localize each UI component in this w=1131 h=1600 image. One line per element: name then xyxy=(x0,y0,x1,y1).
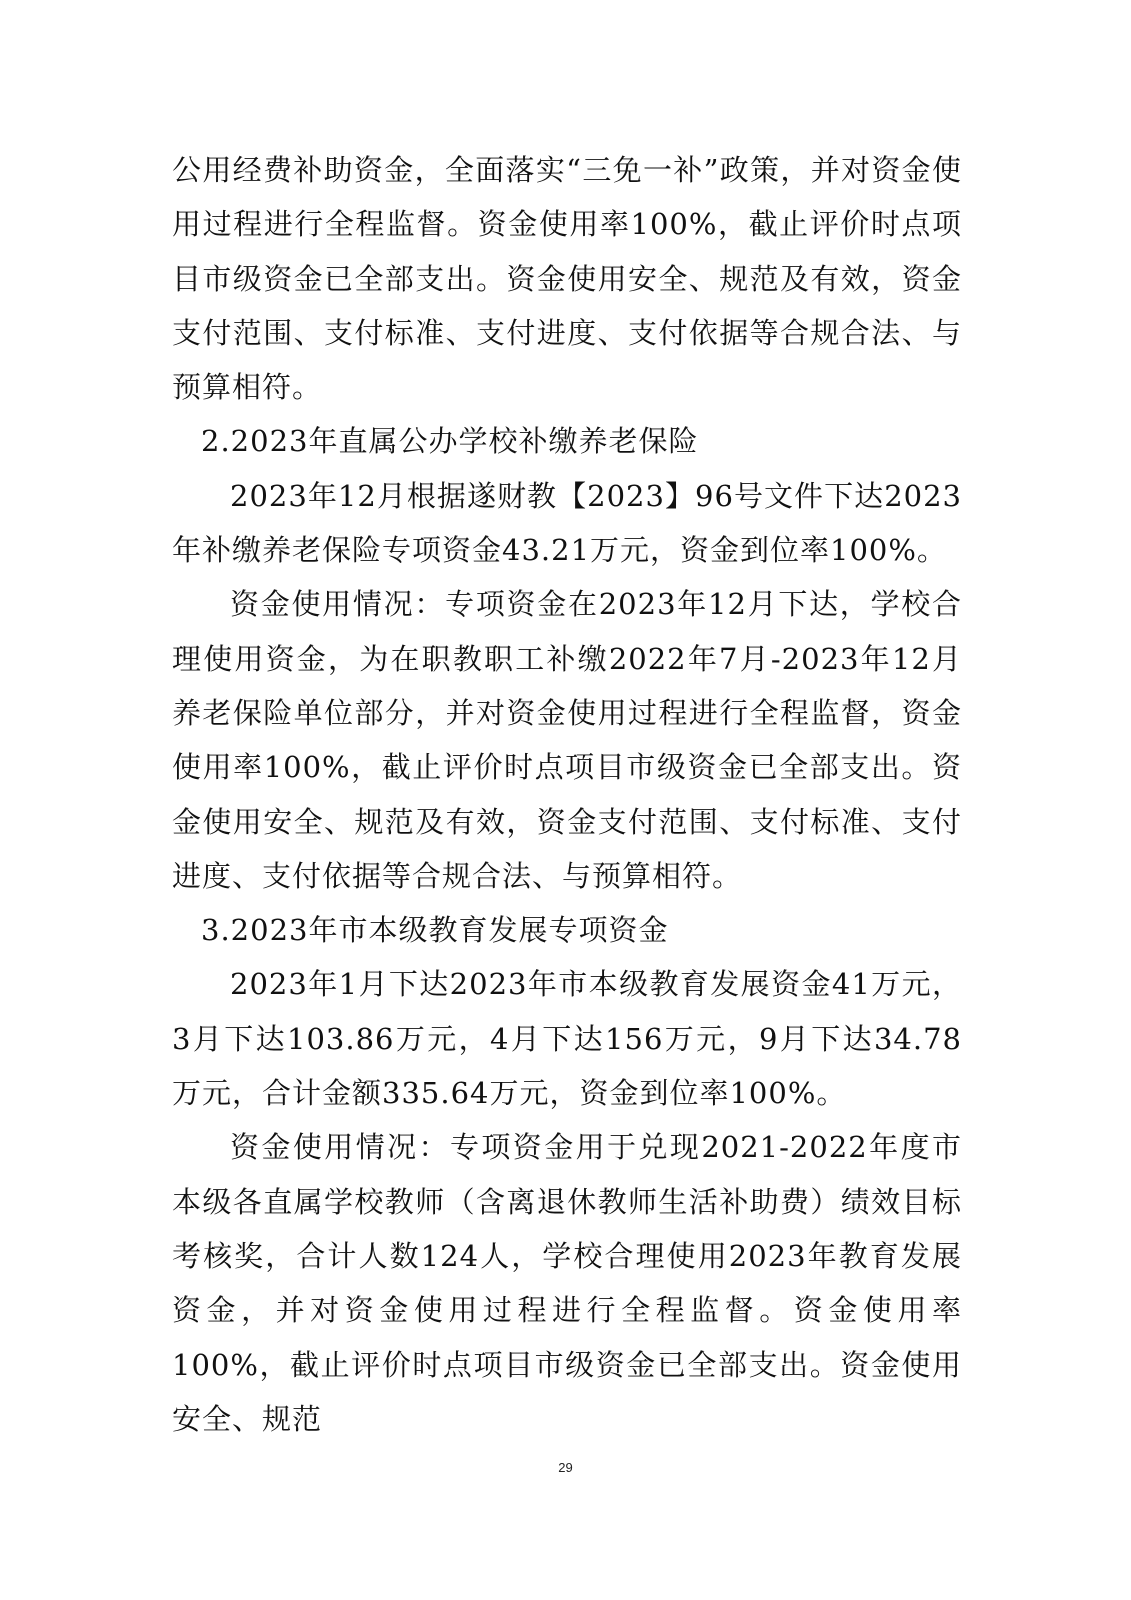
paragraph-pension-funding: 2023年12月根据遂财教【2023】96号文件下达2023年补缴养老保险专项资金43.21万元，资金到位率100%。 xyxy=(172,478,962,568)
page-number: 29 xyxy=(558,1460,573,1475)
section-heading-3: 3.2023年市本级教育发展专项资金 xyxy=(201,913,669,948)
paragraph-education-usage: 资金使用情况：专项资金用于兑现2021-2022年度市本级各直属学校教师（含离退休教师生活补助费）绩效目标考核奖，合计人数124人，学校合理使用2023年教育发展资金，并对资金使用过程进行全程监督。资金使用率100%，截止评价时点项目市级资金已全部支出。资金使用安全、规范 xyxy=(172,1130,962,1436)
paragraph-continuation: 公用经费补助资金，全面落实“三免一补”政策，并对资金使用过程进行全程监督。资金使用率100%，截止评价时点项目市级资金已全部支出。资金使用安全、规范及有效，资金支付范围、支付标准、支付进度、支付依据等合规合法、与预算相符。 xyxy=(172,153,962,405)
paragraph-pension-usage: 资金使用情况：专项资金在2023年12月下达，学校合理使用资金，为在职教职工补缴2022年7月-2023年12月养老保险单位部分，并对资金使用过程进行全程监督，资金使用率100%，截止评价时点项目市级资金已全部支出。资金使用安全、规范及有效，资金支付范围、支付标准、支付进度、支付依据等合规合法、与预算相符。 xyxy=(172,587,962,893)
section-heading-2: 2.2023年直属公办学校补缴养老保险 xyxy=(201,424,699,459)
paragraph-education-funding: 2023年1月下达2023年市本级教育发展资金41万元，3月下达103.86万元，4月下达156万元，9月下达34.78万元，合计金额335.64万元，资金到位率100%。 xyxy=(172,967,962,1111)
body-text xyxy=(172,143,962,1446)
